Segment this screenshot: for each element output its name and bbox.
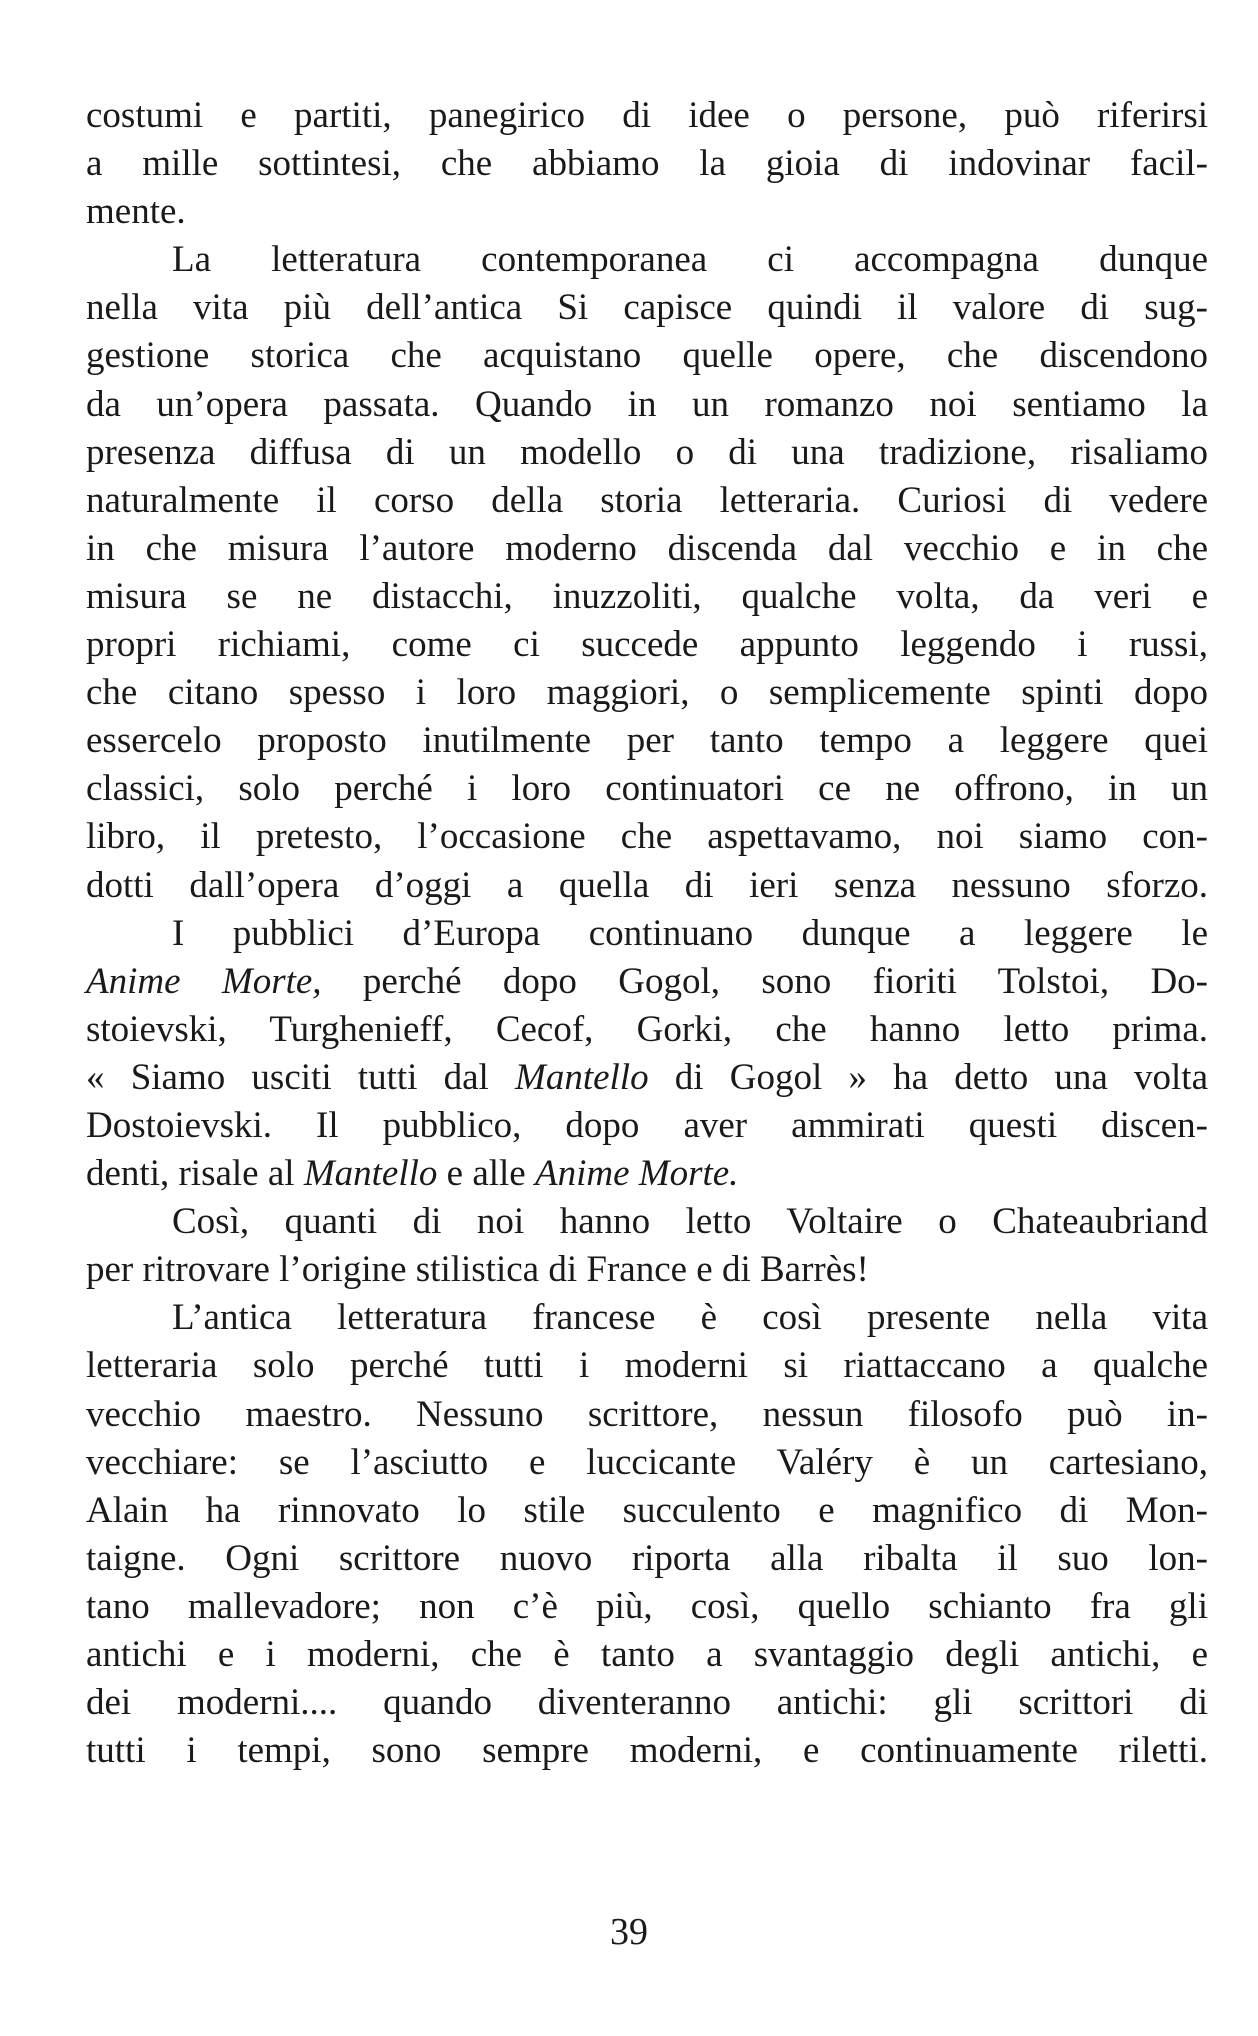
text-line: taigne. Ogni scrittore nuovo riporta alla ribalta il suo lon- xyxy=(86,1537,1208,1579)
text-line: essercelo proposto inutilmente per tanto tempo a leggere quei xyxy=(86,720,1208,762)
text-line: propri richiami, come ci succede appunto leggendo i russi, xyxy=(86,624,1208,666)
text-line: che citano spesso i loro maggiori, o semplicemente spinti dopo xyxy=(86,672,1208,714)
text-line: costumi e partiti, panegirico di idee o persone, può riferirsi xyxy=(86,95,1208,136)
text-line: vecchiare: se l’asciutto e luccicante Valéry è un cartesiano, xyxy=(86,1441,1208,1483)
text-line: Così, quanti di noi hanno letto Voltaire o Chateaubriand xyxy=(172,1201,1208,1243)
text-line: misura se ne distacchi, inuzzoliti, qualche volta, da veri e xyxy=(86,575,1208,617)
text-line: Anime Morte, perché dopo Gogol, sono fioriti Tolstoi, Do- xyxy=(86,960,1208,1002)
text-line: dei moderni.... quando diventeranno antichi: gli scrittori di xyxy=(86,1682,1208,1724)
body-text xyxy=(86,92,1208,1775)
text-line: a mille sottintesi, che abbiamo la gioia di indovinar facil- xyxy=(86,143,1208,185)
text-line: « Siamo usciti tutti dal Mantello di Gogol » ha detto una volta xyxy=(86,1056,1209,1098)
text-line: nella vita più dell’antica Si capisce quindi il valore di sug- xyxy=(86,287,1208,329)
text-line: tutti i tempi, sono sempre moderni, e continuamente riletti. xyxy=(86,1730,1208,1772)
book-title: Anime Morte. xyxy=(534,1153,739,1195)
book-title: Anime Morte, xyxy=(86,960,322,1002)
text-line: I pubblici d’Europa continuano dunque a leggere le xyxy=(172,912,1208,954)
text-line: libro, il pretesto, l’occasione che aspettavamo, noi siamo con- xyxy=(86,816,1208,858)
text-line: gestione storica che acquistano quelle opere, che discendono xyxy=(86,335,1208,377)
text-line: presenza diffusa di un modello o di una tradizione, risaliamo xyxy=(86,431,1208,473)
text-line: L’antica letteratura francese è così presente nella vita xyxy=(172,1297,1208,1339)
text-line: antichi e i moderni, che è tanto a svantaggio degli antichi, e xyxy=(86,1634,1208,1675)
text-line: Dostoievski. Il pubblico, dopo aver ammirati questi discen- xyxy=(86,1104,1208,1146)
text-line: denti, risale al Mantello e alle Anime Morte. xyxy=(86,1153,739,1195)
text-line: stoievski, Turghenieff, Cecof, Gorki, che hanno letto prima. xyxy=(86,1008,1208,1050)
page-number: 39 xyxy=(610,1911,648,1953)
text-line: Alain ha rinnovato lo stile succulento e magnifico di Mon- xyxy=(86,1489,1208,1531)
text-line: classici, solo perché i loro continuatori ce ne offrono, in un xyxy=(86,768,1208,810)
text-line: dotti dall’opera d’oggi a quella di ieri senza nessuno sforzo. xyxy=(86,864,1208,906)
book-title: Mantello xyxy=(303,1153,438,1195)
text-line: mente. xyxy=(86,191,186,233)
text-line: per ritrovare l’origine stilistica di France e di Barrès! xyxy=(86,1249,869,1291)
book-title: Mantello xyxy=(515,1056,649,1098)
text-line: tano mallevadore; non c’è più, così, quello schianto fra gli xyxy=(86,1585,1208,1627)
text-line: La letteratura contemporanea ci accompagna dunque xyxy=(172,239,1208,281)
text-line: in che misura l’autore moderno discenda dal vecchio e in che xyxy=(86,527,1208,569)
text-line: vecchio maestro. Nessuno scrittore, nessun filosofo può in- xyxy=(86,1393,1208,1435)
text-line: letteraria solo perché tutti i moderni si riattaccano a qualche xyxy=(86,1345,1208,1387)
text-line: da un’opera passata. Quando in un romanzo noi sentiamo la xyxy=(86,383,1208,425)
text-line: naturalmente il corso della storia letteraria. Curiosi di vedere xyxy=(86,479,1208,521)
